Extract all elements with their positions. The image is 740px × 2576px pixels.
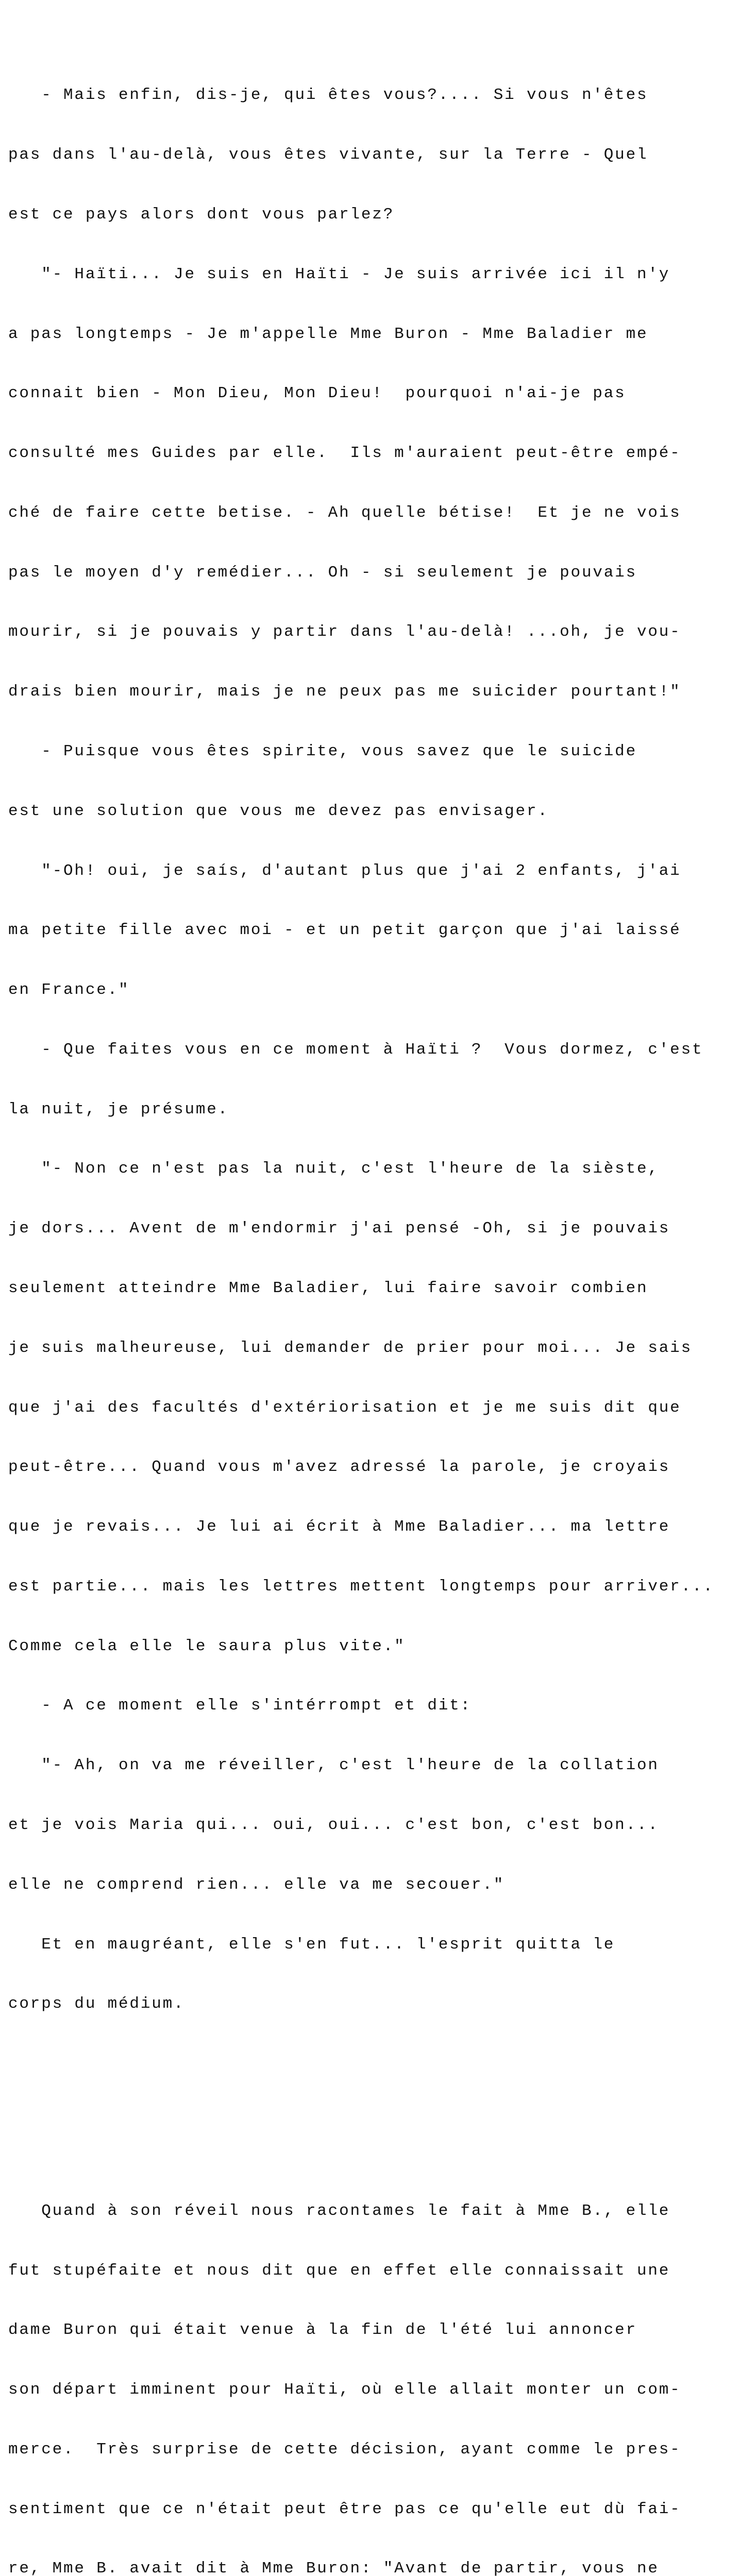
text-line: drais bien mourir, mais je ne peux pas me suicider pourtant!" [8, 683, 681, 701]
text-line: et je vois Maria qui... oui, oui... c'est bon, c'est bon... [8, 1816, 659, 1835]
text-line: son départ imminent pour Haïti, où elle allait monter un com- [8, 2381, 681, 2399]
text-line: re, Mme B. avait dit à Mme Buron: "Avant de partir, vous ne [8, 2560, 659, 2576]
text-line: pas dans l'au-delà, vous êtes vivante, sur la Terre - Quel [8, 146, 648, 164]
text-line: a pas longtemps - Je m'appelle Mme Buron - Mme Baladier me [8, 325, 648, 343]
text-line: est partie... mais les lettres mettent longtemps pour arriver... [8, 1577, 714, 1596]
text-line: consulté mes Guides par elle. Ils m'auraient peut-être empé- [8, 444, 681, 463]
text-line: dame Buron qui était venue à la fin de l'été lui annoncer [8, 2321, 637, 2340]
text-line: - Que faites vous en ce moment à Haïti ? Vous dormez, c'est [8, 1040, 703, 1059]
paragraph-gap [8, 2094, 714, 2122]
text-line: Comme cela elle le saura plus vite." [8, 1637, 406, 1655]
text-line: merce. Très surprise de cette décision, ayant comme le pres- [8, 2440, 681, 2459]
text-line: - Mais enfin, dis-je, qui êtes vous?.... Si vous n'êtes [8, 86, 648, 105]
text-line: que je revais... Je lui ai écrit à Mme Baladier... ma lettre [8, 1518, 670, 1536]
text-line: que j'ai des facultés d'extériorisation et je me suis dit que [8, 1398, 681, 1417]
text-line: est une solution que vous me devez pas envisager. [8, 802, 549, 820]
text-line: Et en maugréant, elle s'en fut... l'esprit quitta le [8, 1935, 615, 1954]
text-line: "- Non ce n'est pas la nuit, c'est l'heure de la sièste, [8, 1160, 659, 1178]
text-line: "- Haïti... Je suis en Haïti - Je suis arrivée ici il n'y [8, 265, 670, 283]
text-line: mourir, si je pouvais y partir dans l'au-delà! ...oh, je vou- [8, 623, 681, 641]
text-line: je dors... Avent de m'endormir j'ai pensé -Oh, si je pouvais [8, 1219, 670, 1238]
text-line: "- Ah, on va me réveiller, c'est l'heure de la collation [8, 1756, 659, 1775]
text-line: corps du médium. [8, 1995, 185, 2013]
text-line: "-Oh! oui, je saís, d'autant plus que j'ai 2 enfants, j'ai [8, 861, 681, 880]
text-line: connait bien - Mon Dieu, Mon Dieu! pourquoi n'ai-je pas [8, 384, 626, 403]
text-line: seulement atteindre Mme Baladier, lui faire savoir combien [8, 1279, 648, 1297]
text-line: sentiment que ce n'était peut être pas ce qu'elle eut dù fai- [8, 2500, 681, 2518]
text-line: je suis malheureuse, lui demander de prier pour moi... Je sais [8, 1338, 692, 1357]
text-line: ché de faire cette betise. - Ah quelle bétise! Et je ne vois [8, 503, 681, 522]
dialogue-block [8, 46, 714, 2054]
page-text [8, 6, 714, 2576]
text-line: peut-être... Quand vous m'avez adressé la parole, je croyais [8, 1458, 670, 1477]
text-line: pas le moyen d'y remédier... Oh - si seulement je pouvais [8, 563, 637, 582]
text-line: fut stupéfaite et nous dit que en effet elle connaissait une [8, 2261, 670, 2280]
text-line: Quand à son réveil nous racontames le fait à Mme B., elle [8, 2201, 670, 2220]
text-line: - A ce moment elle s'intérrompt et dit: [8, 1697, 472, 1715]
text-line: la nuit, je présume. [8, 1100, 229, 1118]
text-line: est ce pays alors dont vous parlez? [8, 205, 395, 224]
text-line: ma petite fille avec moi - et un petit garçon que j'ai laissé [8, 921, 681, 940]
narrative-block [8, 2162, 714, 2576]
text-line: - Puisque vous êtes spirite, vous savez que le suicide [8, 742, 637, 760]
text-line: en France." [8, 981, 130, 999]
text-line: elle ne comprend rien... elle va me secouer." [8, 1875, 505, 1894]
